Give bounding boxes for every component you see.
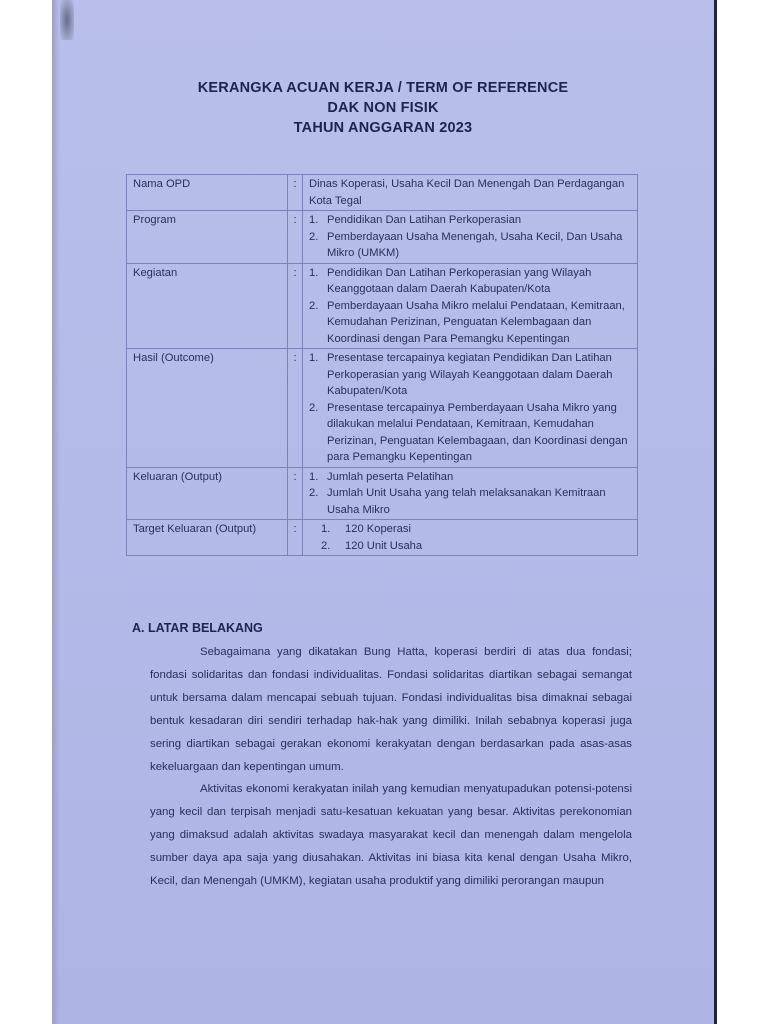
list-text: Presentase tercapainya kegiatan Pendidikan Dan Latihan Perkoperasian yang Wilayah Keanggotaan dalam Daerah Kabupaten/Kota: [327, 352, 613, 397]
paragraph: Sebagaimana yang dikatakan Bung Hatta, koperasi berdiri di atas dua fondasi; fondasi solidaritas dan fondasi individualitas. Fondasi solidaritas diartikan sebagai semangat untuk bersama dalam mencapai sebuah tujuan. Fondasi individualitas bisa dimaknai sebagai bentuk kesadaran diri sendiri terhadap hak-hak yang dimiliki. Inilah sebabnya koperasi juga sering diartikan sebagai gerakan ekonomi kerakyatan dengan berdasarkan pada asas-asas kekeluargaan dan kepentingan umum.: [150, 646, 632, 773]
list-number: 1.: [309, 470, 319, 483]
list-item: [309, 350, 631, 400]
list-number: 1.: [309, 266, 319, 279]
row-separator: :: [288, 175, 303, 211]
scan-shadow-mark: [60, 0, 74, 40]
row-label: Kegiatan: [127, 263, 288, 349]
paragraph: Aktivitas ekonomi kerakyatan inilah yang kemudian menyatupadukan potensi-potensi yang kecil dan terpisah menjadi satu-kesatuan kekuatan yang besar. Aktivitas perekonomian yang dimaksud adalah aktivitas swadaya masyarakat kecil dan menengah dalam mengelola sumber daya apa saja yang diusahakan. Aktivitas ini biasa kita kenal dengan Usaha Mikro, Kecil, dan Menengah (UMKM), kegiatan usaha produktif yang dimiliki perorangan maupun: [150, 783, 632, 888]
list-text: Pemberdayaan Usaha Mikro melalui Pendataan, Kemitraan, Kemudahan Perizinan, Penguatan Kelembagaan dan Koordinasi dengan Para Pemangku Kepentingan: [327, 299, 625, 345]
table-row-keluaran-output: [127, 467, 638, 520]
table-row-kegiatan: [127, 263, 638, 349]
row-separator: :: [288, 211, 303, 264]
document-title: [52, 78, 714, 138]
list-text: Presentase tercapainya Pemberdayaan Usaha Mikro yang dilakukan melalui Pendataan, Kemitraan, Kemudahan Perizinan, Penguatan Kelembagaan, dan Koordinasi dengan para Pemangku Kepentingan: [327, 401, 628, 463]
table-row-program: [127, 211, 638, 264]
table-row-hasil-outcome: [127, 349, 638, 468]
list-number: 1.: [309, 214, 319, 226]
list-item: [309, 538, 631, 555]
row-value: [303, 520, 638, 556]
row-label: Keluaran (Output): [127, 467, 288, 520]
list-item: [309, 298, 631, 348]
row-label: Hasil (Outcome): [127, 349, 288, 468]
list-number: 2.: [309, 230, 319, 243]
list-text: Pendidikan Dan Latihan Perkoperasian: [327, 214, 522, 226]
page-binding-shadow: [52, 0, 60, 1024]
row-value: [303, 211, 638, 264]
list-item: [309, 400, 631, 466]
row-value: [303, 263, 638, 349]
list-item: [309, 485, 631, 518]
table-row-target-keluaran: [127, 520, 638, 556]
list-number: 2.: [309, 487, 319, 499]
list-item: [309, 469, 631, 486]
list-text: 120 Koperasi: [345, 523, 411, 535]
list-text: Pemberdayaan Usaha Menengah, Usaha Kecil, Dan Usaha Mikro (UMKM): [327, 230, 623, 259]
row-separator: :: [288, 520, 303, 556]
list-item: [309, 212, 631, 229]
list-number: 2.: [321, 539, 331, 552]
section-body: [150, 641, 632, 893]
row-separator: :: [288, 263, 303, 349]
list-number: 2.: [309, 401, 319, 414]
reference-table: [126, 174, 638, 556]
row-separator: :: [288, 349, 303, 468]
list-text: Jumlah peserta Pelatihan: [327, 470, 454, 483]
list-text: 120 Unit Usaha: [345, 539, 423, 552]
row-label: Target Keluaran (Output): [127, 520, 288, 556]
list-item: [309, 265, 631, 298]
row-label: Program: [127, 211, 288, 264]
title-line-3: TAHUN ANGGARAN 2023: [293, 120, 473, 136]
list-number: 1.: [309, 352, 319, 364]
list-item: [309, 229, 631, 262]
row-value: [303, 467, 638, 520]
list-number: 2.: [309, 299, 319, 312]
title-line-1: KERANGKA ACUAN KERJA / TERM OF REFERENCE: [197, 80, 569, 96]
list-text: Pendidikan Dan Latihan Perkoperasian yang Wilayah Keanggotaan dalam Daerah Kabupaten/Kota: [327, 266, 592, 295]
title-line-2: DAK NON FISIK: [327, 100, 439, 116]
list-item: [309, 521, 631, 538]
list-text: Jumlah Unit Usaha yang telah melaksanakan Kemitraan Usaha Mikro: [327, 487, 606, 516]
table-row-nama-opd: [127, 175, 638, 211]
row-separator: :: [288, 467, 303, 520]
list-number: 1.: [321, 523, 331, 535]
row-value: [303, 349, 638, 468]
row-value: Dinas Koperasi, Usaha Kecil Dan Menengah Dan Perdagangan Kota Tegal: [303, 175, 638, 211]
row-label: Nama OPD: [127, 175, 288, 211]
section-heading: A. LATAR BELAKANG: [132, 621, 263, 635]
